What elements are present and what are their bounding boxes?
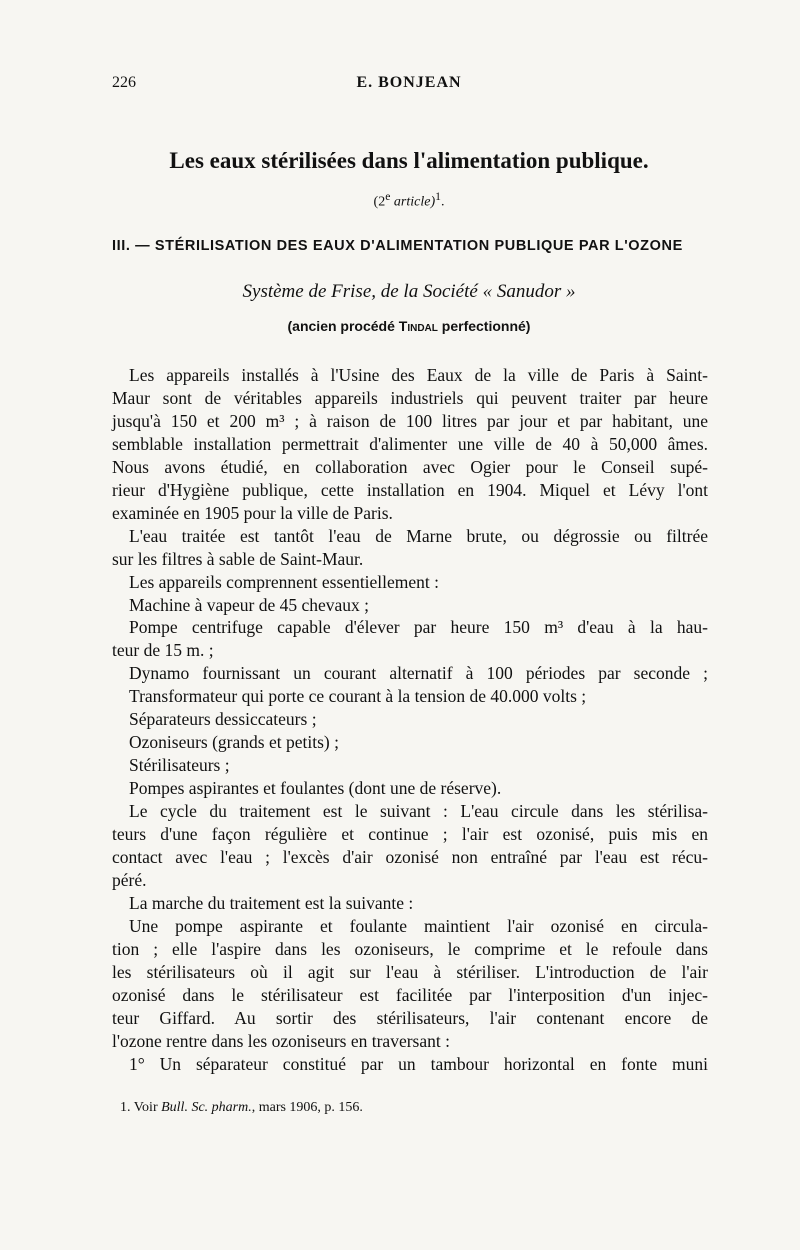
subtitle-sup: e: [385, 190, 391, 203]
text-line: semblable installation permettrait d'alimenter une ville de 40 à 50,000 âmes.: [112, 433, 708, 454]
article-title: Les eaux stérilisées dans l'alimentation publique.: [169, 148, 649, 173]
text-line: Pompe centrifuge capable d'élever par heure 150 m³ d'eau à la hau-: [129, 617, 708, 638]
text-line: Pompes aspirantes et foulantes (dont une de réserve).: [129, 778, 502, 799]
text-line: Séparateurs dessiccateurs ;: [129, 709, 317, 730]
page-number: 226: [112, 74, 136, 91]
footnote-before: Voir: [130, 1100, 162, 1115]
text-line: 1° Un séparateur constitué par un tambour horizontal en fonte muni: [129, 1053, 708, 1074]
text-line: rieur d'Hygiène publique, cette installation en 1904. Miquel et Lévy l'ont: [112, 479, 708, 500]
section-heading: III. — STÉRILISATION DES EAUX D'ALIMENTATION PUBLIQUE PAR L'OZONE: [112, 238, 683, 254]
text-line: examinée en 1905 pour la ville de Paris.: [112, 502, 393, 523]
text-line: L'eau traitée est tantôt l'eau de Marne brute, ou dégrossie ou filtrée: [129, 525, 708, 546]
text-line: Les appareils comprennent essentiellement :: [129, 571, 440, 592]
text-line: péré.: [112, 869, 147, 890]
text-line: Les appareils installés à l'Usine des Eaux de la ville de Paris à Saint-: [129, 365, 708, 385]
procede-before: (ancien procédé: [287, 318, 399, 334]
subtitle-italic: article): [390, 194, 436, 210]
procede-note: [112, 318, 706, 334]
text-line: Stérilisateurs ;: [129, 755, 230, 776]
procede-after: perfectionné): [437, 318, 531, 334]
footnote-journal: Bull. Sc. pharm.: [161, 1100, 252, 1115]
text-line: teurs d'une façon régulière et continue ; l'air est ozonisé, puis mis en: [112, 824, 708, 845]
running-header: [112, 74, 706, 98]
subtitle-suffix: .: [440, 194, 445, 210]
text-line: La marche du traitement est la suivante :: [129, 892, 414, 913]
text-line: contact avec l'eau ; l'excès d'air ozonisé non entraîné par l'eau est récu-: [112, 847, 708, 868]
text-line: teur de 15 m. ;: [112, 640, 214, 661]
system-heading: Système de Frise, de la Société « Sanudor »: [242, 281, 576, 302]
subtitle-prefix: (2: [373, 194, 386, 210]
running-head-author: E. BONJEAN: [356, 74, 462, 91]
text-line: l'ozone rentre dans les ozoniseurs en traversant :: [112, 1030, 450, 1051]
text-line: jusqu'à 150 et 200 m³ ; à raison de 100 litres par jour et par habitant, une: [112, 410, 708, 431]
footnote-after: , mars 1906, p. 156.: [251, 1100, 363, 1115]
text-line: Le cycle du traitement est le suivant : L'eau circule dans les stérilisa-: [129, 801, 708, 822]
text-line: tion ; elle l'aspire dans les ozoniseurs, le comprime et le refoule dans: [112, 938, 708, 959]
text-line: Dynamo fournissant un courant alternatif à 100 périodes par seconde ;: [129, 663, 708, 684]
text-line: Maur sont de véritables appareils industriels qui peuvent traiter par heure: [112, 387, 708, 408]
text-line: les stérilisateurs où il agit sur l'eau à stériliser. L'introduction de l'air: [112, 961, 708, 982]
text-line: Transformateur qui porte ce courant à la tension de 40.000 volts ;: [129, 686, 587, 707]
text-line: sur les filtres à sable de Saint-Maur.: [112, 548, 364, 569]
text-line: teur Giffard. Au sortir des stérilisateurs, l'air contenant encore de: [112, 1007, 708, 1028]
text-line: ozonisé dans le stérilisateur est facilitée par l'interposition d'un injec-: [112, 984, 708, 1005]
article-subtitle: [112, 190, 706, 211]
text-line: Nous avons étudié, en collaboration avec Ogier pour le Conseil supé-: [112, 456, 708, 477]
text-line: Machine à vapeur de 45 chevaux ;: [129, 594, 370, 615]
footnote-mark: 1: [435, 190, 441, 203]
procede-name: Tindal: [398, 318, 438, 334]
footnote: [112, 1100, 706, 1116]
text-line: Ozoniseurs (grands et petits) ;: [129, 732, 339, 753]
footnote-number: 1.: [120, 1100, 131, 1115]
text-line: Une pompe aspirante et foulante maintient l'air ozonisé en circula-: [129, 915, 708, 936]
body-text: [112, 364, 708, 1076]
